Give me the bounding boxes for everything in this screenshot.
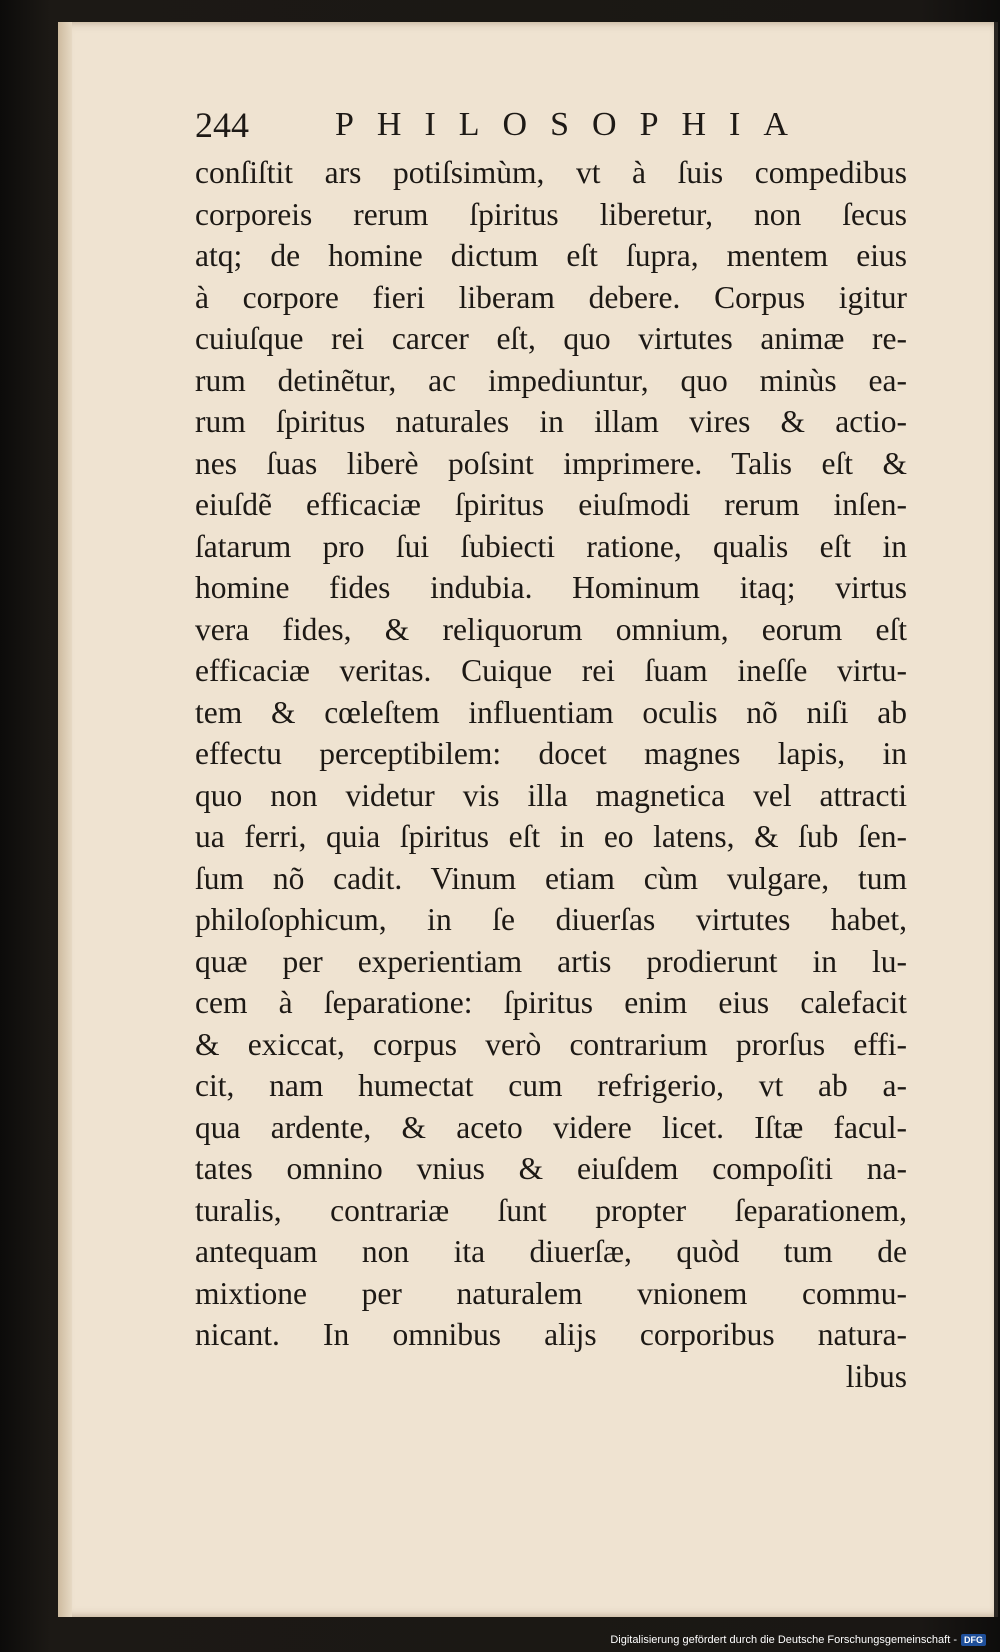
- page-number: 244: [195, 105, 249, 145]
- text-line: mixtione per naturalem vnionem commu-: [195, 1275, 907, 1311]
- digitization-credit: [610, 1634, 986, 1646]
- text-line: efficaciæ veritas. Cuique rei ſuam ineſſe virtu-: [195, 653, 907, 688]
- dfg-logo-icon: DFG: [961, 1634, 986, 1646]
- running-title: PHILOSOPHIA: [335, 106, 811, 143]
- text-line: antequam non ita diuerſæ, quòd tum de: [195, 1234, 907, 1269]
- text-line: corporeis rerum ſpiritus liberetur, non ſecus: [195, 196, 907, 232]
- running-head: [195, 98, 895, 152]
- text-line: quæ per experientiam artis prodierunt in lu-: [195, 943, 907, 979]
- page-edge: [994, 22, 998, 1617]
- text-line: vera fides, & reliquorum omnium, eorum eſt: [195, 611, 907, 647]
- text-line: effectu perceptibilem: docet magnes lapis, in: [195, 736, 907, 771]
- credit-text: Digitalisierung gefördert durch die Deutsche Forschungsgemeinschaft -: [610, 1634, 957, 1646]
- text-line: tem & cœleſtem influentiam oculis nõ niſi ab: [195, 694, 907, 730]
- text-line: ua ferri, quia ſpiritus eſt in eo latens, & ſub ſen-: [195, 819, 907, 854]
- text-line: cit, nam humectat cum refrigerio, vt ab a-: [195, 1068, 907, 1103]
- text-line: nes ſuas liberè poſsint imprimere. Talis eſt &: [195, 445, 907, 481]
- text-line: eiuſdẽ efficaciæ ſpiritus eiuſmodi rerum inſen-: [195, 487, 907, 522]
- text-line: cem à ſeparatione: ſpiritus enim eius calefacit: [195, 985, 907, 1020]
- text-line: à corpore fieri liberam debere. Corpus igitur: [195, 279, 907, 315]
- text-line: homine fides indubia. Hominum itaq; virtus: [195, 570, 907, 605]
- text-line: quo non videtur vis illa magnetica vel attracti: [195, 777, 907, 813]
- text-line: ſum nõ cadit. Vinum etiam cùm vulgare, tum: [195, 860, 907, 896]
- text-line: rum ſpiritus naturales in illam vires & actio-: [195, 404, 907, 439]
- text-line: ſatarum pro ſui ſubiecti ratione, qualis eſt in: [195, 528, 907, 564]
- text-line: nicant. In omnibus alijs corporibus natura-: [195, 1317, 907, 1352]
- text-line: cuiuſque rei carcer eſt, quo virtutes animæ re-: [195, 321, 907, 356]
- text-line: & exiccat, corpus verò contrarium prorſus effi-: [195, 1026, 907, 1062]
- text-line: tates omnino vnius & eiuſdem compoſiti na-: [195, 1151, 907, 1186]
- text-line: philoſophicum, in ſe diuerſas virtutes habet,: [195, 902, 907, 937]
- body-text: [195, 152, 907, 1397]
- catchword: libus: [845, 1358, 907, 1394]
- text-line: atq; de homine dictum eſt ſupra, mentem eius: [195, 238, 907, 273]
- text-line: conſiſtit ars potiſsimùm, vt à ſuis compedibus: [195, 155, 907, 190]
- text-line: rum detinẽtur, ac impediuntur, quo minùs ea-: [195, 362, 907, 398]
- text-line: qua ardente, & aceto videre licet. Iſtæ facul-: [195, 1109, 907, 1145]
- text-line: turalis, contrariæ ſunt propter ſeparationem,: [195, 1192, 907, 1228]
